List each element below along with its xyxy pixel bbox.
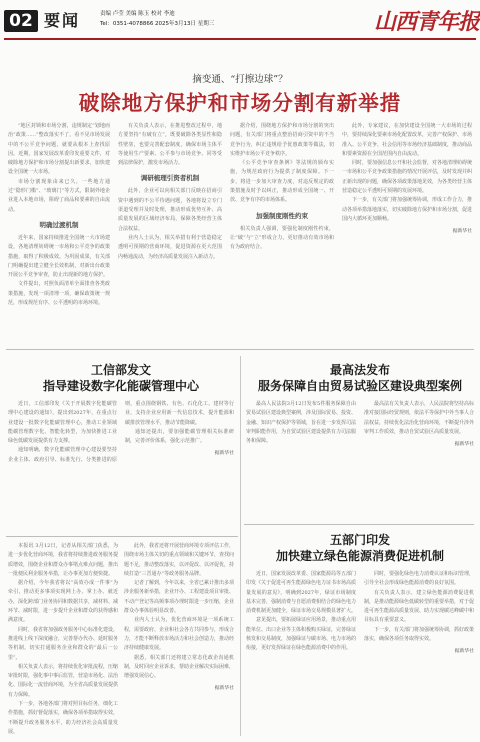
spc-headline — [246, 362, 474, 394]
top-story-col-1 — [8, 122, 110, 344]
miit-headline — [8, 362, 234, 394]
article-credit: 据新华社 — [454, 649, 474, 655]
subheading: 明确过渡机制 — [39, 220, 79, 229]
page-number: 02 — [4, 10, 38, 32]
paragraph: 最高法有关负责人表示，人民法院将坚持高标准对接国际经贸规则，依法平等保护中外当事人合法权益，持续优化法治化营商环境，不断提升涉外审判工作质效，推动自贸试验区高质量发展。 — [364, 401, 474, 435]
paragraph: 据悉，相关部门还将建立常态化政企沟通机制，及时回应企业诉求，帮助企业解决实际困难，增强发展信心。 — [124, 654, 234, 680]
paragraph: 相关负责人强调，要强化制度刚性约束，让“破”与“立”形成合力，更好推动有效市场和有为政府结合。 — [230, 225, 334, 251]
local-news-col-2 — [124, 542, 234, 738]
headline-line-1: 工信部发文 — [90, 363, 151, 377]
paragraph: 此外，专家建议，在加快建设全国统一大市场的过程中，要持续深化要素市场化配置改革，完善产权保护、市场准入、公平竞争、社会信用等市场经济基础制度，推动商品和要素资源在全国范围内自由流动。 — [342, 123, 472, 157]
headline-line-2: 指导建设数字化能碳管理中心 — [42, 379, 199, 393]
headline-line-2: 加快建立绿色能源消费促进机制 — [275, 549, 444, 563]
article-credit: 据新华社 — [454, 442, 474, 448]
paragraph: 据介绍，围绕地方保护和市场分割的突出问题，有关部门将重点整治招商引资中的不当竞争行为，纠正违规给予优惠政策等做法，切实维护市场公平竞争秩序。 — [230, 123, 334, 157]
paragraph: 业内人士认为，优化营商环境是一项系统工程，需要政府、企业和社会各方共同参与，形成合力，才能不断释放市场活力和社会创造力，推动经济持续健康发展。 — [124, 617, 234, 652]
paragraph: 记者了解到，今年以来，全省已累计推出多项涉企服务新举措，企业开办、工程建设项目审批、不动产登记等高频事项办理时限进一步压缩，企业群众办事体验明显改善。 — [124, 580, 234, 615]
paragraph: 文件提出，对照负面清单全面排查各类政策措施，发现一项清理一项，确保政策统一规范，形成规范有序、公平透明的市场环境。 — [8, 281, 110, 307]
paragraph: 本报讯 3月12日，记者从相关部门获悉，为进一步优化营商环境，我省将持续推进政务服务提质增效，围绕企业和群众办事堵点难点问题，推出一批便民利企服务举措，让办事更加方便快捷。 — [8, 543, 118, 577]
article-credit: 据新华社 — [214, 686, 234, 692]
paragraph: 《公平竞争审查条例》等法规的颁布实施，为规范政府行为提供了制度保障。下一步，将进一步加大审查力度，对违反规定的政策措施及时予以纠正，推动形成全国统一、开放、竞争有序的市场体系。 — [230, 160, 334, 204]
issue-date-line: Tel：0351-4078866 2025年3月13日 星期三 — [100, 21, 215, 27]
paragraph: 有关负责人表示，建立绿色能源消费促进机制，是推动能源绿色低碳转型的重要举措，对于促进可再生能源高质量发展、助力实现碳达峰碳中和目标具有重要意义。 — [364, 589, 474, 624]
paragraph: 同时，要加强信息公开和社会监督，对各地清理妨碍统一市场和公平竞争政策措施的情况开展评估，及时发现并纠正新出现的问题，确保各项政策落地见效，为各类经营主体营造稳定公平透明可预期的发展环境。 — [342, 160, 472, 195]
paragraph: “地区封锁和市场分割，违规制定“划地而治”政策……”整改落实不了，看不见市场发展中的不公平竞争问题，就要从根本上查找原因。近期，国家发展改革委印发重要文件，对破除地方保护和市场分割提出新要求，加快建设全国统一大市场。 — [8, 123, 110, 176]
editor-credits: 责编 卢莹 美编 陈玉 校对 李迪 — [100, 11, 175, 17]
paragraph: 下一步，有关部门将加强统筹协调，抓好政策落实，确保各项任务取得实效。 — [364, 626, 474, 643]
section-title: 要闻 — [44, 11, 81, 30]
paragraph: 同时，要强化绿色电力消费认证和标识管理，引导全社会形成绿色能源消费的良好氛围。 — [364, 571, 474, 587]
headline-line-2: 服务保障自由贸易试验区建设典型案例 — [257, 379, 462, 393]
top-story-kicker: 摘变通、“打擦边球”？ — [192, 74, 288, 85]
paragraph: 此外，企业可以向相关部门反映在招商引资中遇到的不公平待遇问题，各地将设立专门渠道受理并及时处理，推动形成优势互补、高质量发展的区域经济布局，保障各类经营主体合法权益。 — [118, 188, 222, 232]
paragraph: 最高人民法院3月12日发布5件服务保障自由贸易试验区建设典型案例，涉及国际贸易、投资、金融、知识产权保护等领域，旨在进一步发挥司法审判职能作用，为自贸试验区建设提供有力司法服务和保障。 — [246, 401, 357, 445]
spc-body — [246, 400, 474, 520]
header-rule — [4, 38, 476, 40]
newspaper-logo: 山西青年报 — [374, 9, 480, 35]
paragraph: 通知还提出，要加强能碳管理相关标准研制，完善评价体系，强化示范推广。 — [125, 428, 234, 445]
top-story-headline: 破除地方保护和市场分割有新举措 — [78, 91, 402, 115]
article-credit: 据新华社 — [452, 229, 472, 235]
paragraph: 市场分割现象由来已久，一些地方通过“隐形门槛”、“玻璃门”等方式，限制外地企业进入本地市场，阻碍了商品和要素的自由流动。 — [8, 178, 110, 213]
section-divider — [244, 524, 474, 525]
top-story-col-4 — [342, 122, 472, 344]
headline-line-1: 五部门印发 — [329, 533, 390, 547]
green-energy-headline — [246, 532, 474, 564]
paragraph: 下一步，有关部门将加强统筹协调，形成工作合力，推动各项举措落地落实，切实破除地方保护和市场分割，促进国内大循环更加顺畅。 — [342, 197, 472, 222]
article-credit: 据新华社 — [214, 451, 234, 457]
paragraph: 同时，我省将加强政务服务中心标准化建设，推进线上线下深度融合，完善帮办代办、延时服务等机制，切实打通服务企业和群众的“最后一公里”。 — [8, 626, 118, 661]
section-divider — [6, 349, 474, 350]
green-energy-body — [246, 570, 474, 738]
column-divider — [240, 356, 241, 736]
paragraph: 据介绍，今年我省将以“高效办成一件事”为牵引，推动更多事项实现网上办、掌上办、就近办，深化跨部门业务协同和数据共享，减材料、减环节、减时限，进一步提升企业和群众的获得感和满意度。 — [8, 580, 118, 624]
local-news-col-1 — [8, 542, 118, 738]
paragraph: 相关负责人表示，将持续优化审批流程，压缩审批时限，强化事中事后监管，营造市场化、法治化、国际化一流营商环境，为全省高质量发展提供有力保障。 — [8, 663, 118, 698]
paragraph: 近日，工信部印发《关于开展数字化能碳管理中心建设的通知》，提出到2027年，在重点行业建设一批数字化能碳管理中心，推动工业领域能碳管理数字化、智能化转型，为加快推进工业绿色低碳发展提供有力支撑。 — [8, 401, 117, 445]
paragraph: 此外，我省还将开展营商环境专项评估工作，围绕市场主体关切的重点领域和关键环节，查找问题不足，推动整改落实，以评促改、以评促优，持续打造“三晋通办”等政务服务品牌。 — [124, 543, 234, 577]
paragraph: 有关负责人表示，在推进整改过程中，地方要坚持“有破有立”，既要破除各类显性和隐性壁垒，也要完善配套制度，确保市场主体平等使用生产要素、公平参与市场竞争、同等受到法律保护，激发市场活力。 — [118, 123, 222, 167]
headline-line-1: 最高法发布 — [329, 363, 390, 377]
subheading: 调研梳理引资者机制 — [140, 174, 200, 183]
section-divider — [6, 536, 238, 537]
paragraph: 通知明确，数字化能碳管理中心建设要坚持企业主体、政府引导、标准先行、分类推进的原则，重点围绕钢铁、有色、石化化工、建材等行业，支持企业应用新一代信息技术，提升能源和碳排放管理水平，推动节能降碳。 — [8, 401, 234, 463]
paragraph: 业内人士认为，相关举措有利于营造稳定透明可预期的营商环境，促进资源在更大范围内畅通流动，为经济高质量发展注入新动力。 — [118, 234, 222, 260]
paragraph: 下一步，各地各部门将对照目标任务，细化工作措施，抓好督促落实，确保各项举措取得实效，不断提升政务服务水平，助力经济社会高质量发展。 — [8, 701, 118, 735]
paragraph: 近日，国家发展改革委、国家能源局等五部门印发《关于促进可再生能源绿色电力证书市场高质量发展的意见》，明确到2027年，绿证市场制度基本完善，强制消费与自愿消费相结合的绿色电力消费机制更加健全，绿证市场交易规模显著扩大。 — [246, 571, 357, 615]
top-story-col-2 — [118, 122, 222, 344]
miit-body — [8, 400, 234, 532]
top-story-col-3 — [230, 122, 334, 344]
paragraph: 近年来，国家持续推进全国统一大市场建设，各地清理妨碍统一市场和公平竞争的政策措施，取得了积极成效。为巩固成果，有关部门明确提出建立健全长效机制，对新出台政策开展公平竞争审查，防止出现新的地方保护。 — [8, 234, 110, 279]
paragraph: 意见提出，要拓展绿证应用场景，推动重点用能单位、出口企业等主体积极购买绿证，完善绿证核发和交易制度，加强绿证与碳市场、电力市场的衔接，更好发挥绿证在绿色能源消费中的作用。 — [246, 617, 357, 652]
subheading: 加强制度刚性约束 — [256, 211, 308, 220]
